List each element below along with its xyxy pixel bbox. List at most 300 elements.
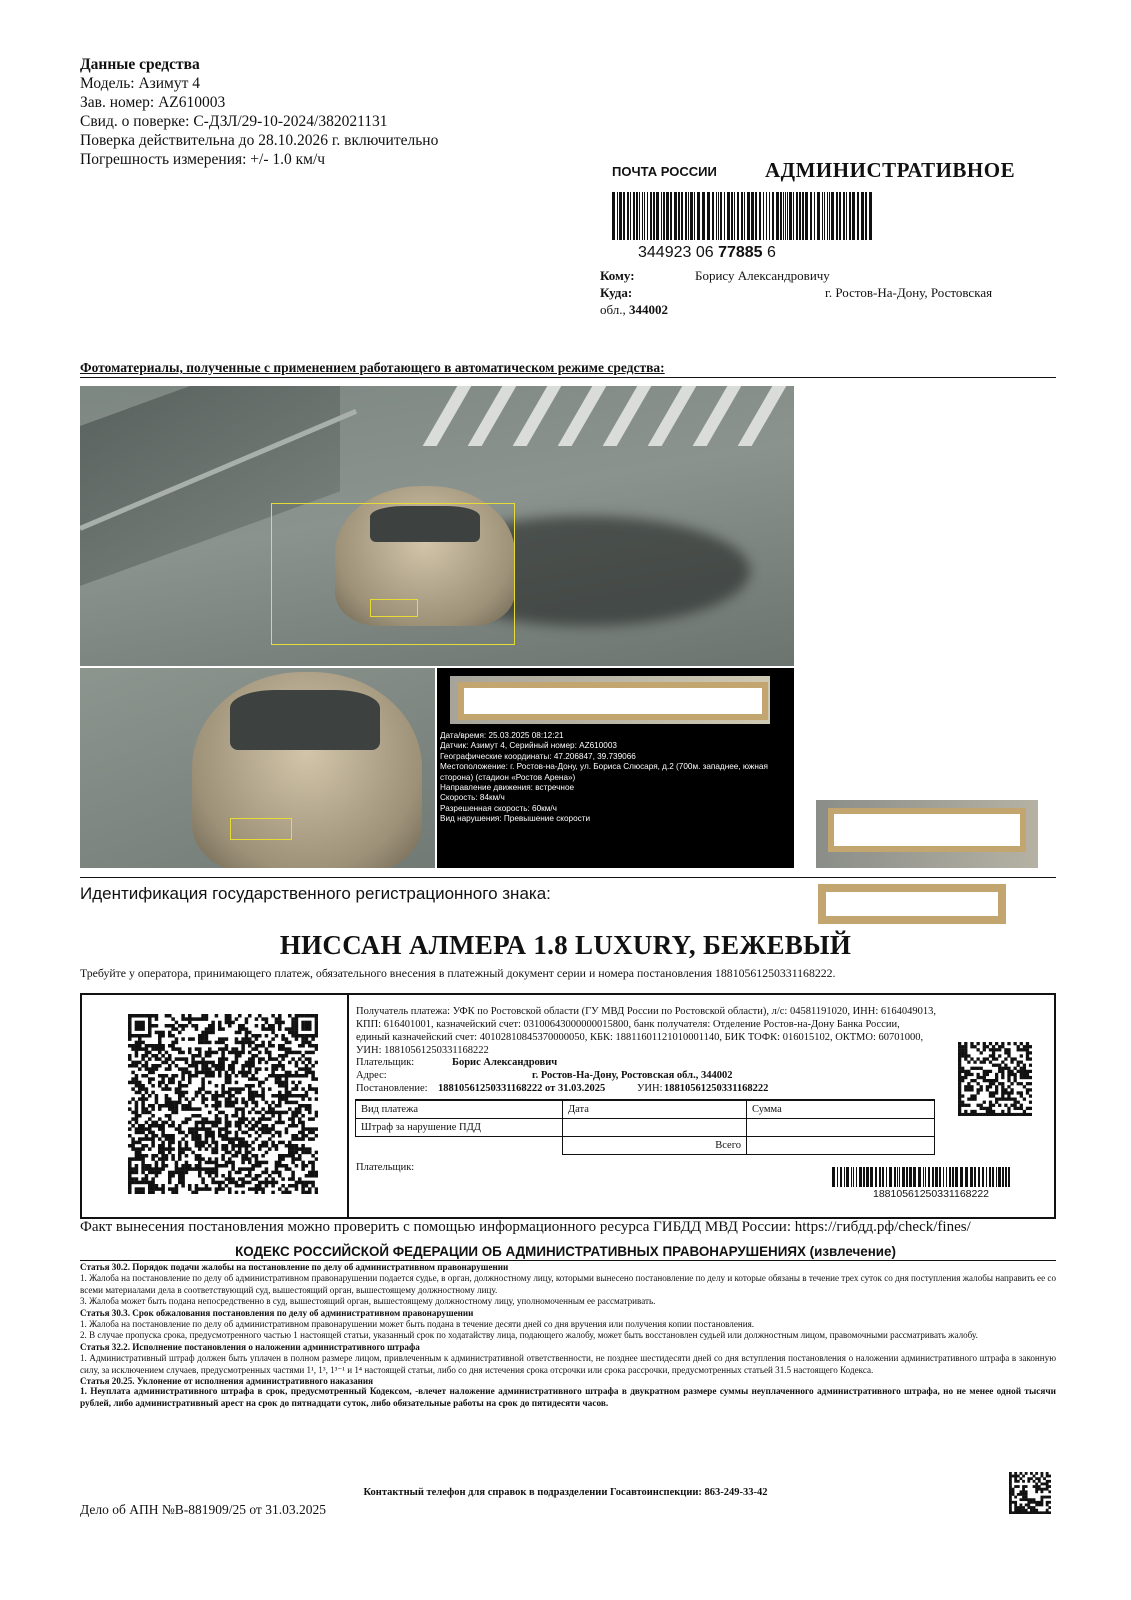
qr-code (128, 1014, 318, 1194)
code-module (255, 1104, 259, 1108)
code-module (135, 1154, 139, 1158)
code-module (218, 1134, 222, 1138)
code-module (205, 1187, 209, 1191)
code-module (171, 1191, 175, 1194)
code-module (1022, 1498, 1025, 1501)
code-module (161, 1151, 165, 1155)
code-module (967, 1061, 970, 1064)
code-module (301, 1097, 305, 1101)
post-name: ПОЧТА РОССИИ (612, 164, 717, 179)
code-module (211, 1104, 215, 1108)
code-module (278, 1157, 282, 1161)
code-module (161, 1131, 165, 1135)
code-module (278, 1174, 282, 1178)
code-module (1012, 1475, 1015, 1478)
code-module (1029, 1057, 1032, 1060)
code-module (148, 1111, 152, 1115)
code-module (201, 1101, 205, 1105)
code-module (138, 1141, 142, 1145)
code-module (1046, 1511, 1049, 1514)
code-module (185, 1017, 189, 1021)
code-module (205, 1171, 209, 1175)
code-module (241, 1051, 245, 1055)
code-module (271, 1171, 275, 1175)
code-module (1030, 1506, 1033, 1509)
code-module (141, 1181, 145, 1185)
code-module (161, 1134, 165, 1138)
code-module (315, 1157, 318, 1161)
code-module (231, 1164, 235, 1168)
code-module (255, 1174, 259, 1178)
code-module (208, 1047, 212, 1051)
article-paragraph: 1. Жалоба на постановление по делу об административном правонарушении подается судье, в орган, должностному лицу, которыми вынесено постановление по делу и которые обязаны в течение трех суток со дня поступления жалобы направить ее со всеми материалами дела в соответствующий суд, вышестоящий орган, вышестоящему должностному лицу. (80, 1273, 1056, 1295)
code-module (308, 1051, 312, 1055)
code-module (188, 1184, 192, 1188)
code-module (205, 1031, 209, 1035)
code-module (171, 1027, 175, 1031)
code-module (155, 1164, 159, 1168)
code-module (308, 1024, 312, 1028)
article-title: Статья 32.2. Исполнение постановления о наложении административного штрафа (80, 1341, 420, 1352)
code-module (973, 1045, 976, 1048)
code-module (271, 1144, 275, 1148)
code-module (1035, 1501, 1038, 1504)
code-module (131, 1171, 135, 1175)
code-module (205, 1017, 209, 1021)
code-module (128, 1171, 132, 1175)
barcode-bar (918, 1167, 921, 1187)
article-title: Статья 30.2. Порядок подачи жалобы на постановление по делу об административном правонарушении (80, 1262, 509, 1272)
code-module (268, 1137, 272, 1141)
code-module (980, 1051, 983, 1054)
code-module (308, 1087, 312, 1091)
code-module (1012, 1501, 1015, 1504)
code-module (305, 1147, 309, 1151)
code-module (241, 1087, 245, 1091)
code-module (201, 1157, 205, 1161)
code-module (131, 1071, 135, 1075)
code-module (1046, 1472, 1049, 1475)
code-module (251, 1034, 255, 1038)
code-module (201, 1081, 205, 1085)
code-module (245, 1021, 249, 1025)
code-module (151, 1134, 155, 1138)
code-module (958, 1088, 961, 1091)
code-module (181, 1094, 185, 1098)
code-module (998, 1104, 1001, 1107)
code-module (251, 1097, 255, 1101)
overlay-line: Географические координаты: 47.206847, 39.739066 (440, 751, 636, 761)
barcode-bar (619, 192, 622, 240)
code-module (1012, 1490, 1015, 1493)
code-module (1023, 1073, 1026, 1076)
code-module (1025, 1490, 1028, 1493)
code-module (218, 1027, 222, 1031)
code-module (205, 1121, 209, 1125)
crosswalk-stripe (738, 386, 787, 446)
code-module (175, 1037, 179, 1041)
code-module (138, 1044, 142, 1048)
code-module (291, 1144, 295, 1148)
code-module (181, 1084, 185, 1088)
code-module (261, 1044, 265, 1048)
code-module (311, 1137, 315, 1141)
code-module (265, 1171, 269, 1175)
code-module (181, 1167, 185, 1171)
code-module (251, 1077, 255, 1081)
code-module (185, 1024, 189, 1028)
code-module (245, 1031, 249, 1035)
code-module (201, 1041, 205, 1045)
code-module (228, 1101, 232, 1105)
code-module (281, 1054, 285, 1058)
code-module (301, 1191, 305, 1194)
code-module (191, 1037, 195, 1041)
code-module (967, 1082, 970, 1085)
code-module (145, 1154, 149, 1158)
code-module (275, 1181, 279, 1185)
code-module (995, 1088, 998, 1091)
code-module (278, 1014, 282, 1018)
code-module (278, 1161, 282, 1165)
code-module (298, 1121, 302, 1125)
code-module (271, 1024, 275, 1028)
code-module (1014, 1509, 1017, 1512)
code-module (967, 1085, 970, 1088)
code-module (301, 1187, 305, 1191)
code-module (311, 1131, 315, 1135)
payer-signature-label: Плательщик: (356, 1162, 415, 1173)
overlay-line: Направление движения: встречное (440, 783, 575, 793)
code-module (1046, 1501, 1049, 1504)
code-module (305, 1184, 309, 1188)
code-module (258, 1051, 262, 1055)
code-module (298, 1014, 302, 1018)
code-module (208, 1041, 212, 1045)
code-module (155, 1054, 159, 1058)
barcode-bar (955, 1167, 958, 1187)
code-module (1046, 1509, 1049, 1512)
code-module (1020, 1104, 1023, 1107)
barcode-bar (780, 192, 782, 240)
code-module (298, 1081, 302, 1085)
code-module (992, 1091, 995, 1094)
code-module (973, 1067, 976, 1070)
code-module (235, 1151, 239, 1155)
code-module (308, 1187, 312, 1191)
code-module (188, 1051, 192, 1055)
code-module (185, 1121, 189, 1125)
code-module (1046, 1475, 1049, 1478)
code-module (165, 1104, 169, 1108)
code-module (973, 1079, 976, 1082)
code-module (165, 1137, 169, 1141)
code-module (958, 1064, 961, 1067)
code-module (218, 1181, 222, 1185)
code-module (295, 1181, 299, 1185)
code-module (221, 1027, 225, 1031)
code-module (261, 1041, 265, 1045)
code-module (973, 1098, 976, 1101)
code-module (161, 1077, 165, 1081)
code-module (261, 1017, 265, 1021)
code-module (301, 1151, 305, 1155)
code-module (1030, 1477, 1033, 1480)
code-module (168, 1014, 172, 1018)
code-module (141, 1124, 145, 1128)
code-module (148, 1051, 152, 1055)
code-module (265, 1027, 269, 1031)
code-module (168, 1077, 172, 1081)
code-module (308, 1021, 312, 1025)
code-module (265, 1167, 269, 1171)
code-module (168, 1171, 172, 1175)
code-module (295, 1187, 299, 1191)
code-module (185, 1164, 189, 1168)
code-module (1027, 1504, 1030, 1507)
code-module (178, 1087, 182, 1091)
barcode-bar (766, 192, 767, 240)
code-module (301, 1161, 305, 1165)
code-module (215, 1067, 219, 1071)
code-module (228, 1124, 232, 1128)
code-module (1001, 1091, 1004, 1094)
code-module (1017, 1082, 1020, 1085)
code-module (225, 1044, 229, 1048)
code-module (1033, 1498, 1036, 1501)
code-module (258, 1121, 262, 1125)
code-module (151, 1104, 155, 1108)
code-module (301, 1137, 305, 1141)
code-module (291, 1034, 295, 1038)
code-module (131, 1141, 135, 1145)
code-module (265, 1051, 269, 1055)
code-module (205, 1147, 209, 1151)
barcode-bar (630, 192, 631, 240)
code-module (1009, 1483, 1012, 1486)
code-module (141, 1154, 145, 1158)
code-module (301, 1121, 305, 1125)
code-module (258, 1187, 262, 1191)
code-module (168, 1031, 172, 1035)
code-module (205, 1034, 209, 1038)
code-module (215, 1114, 219, 1118)
code-module (1046, 1485, 1049, 1488)
where-region: обл., 344002 (600, 302, 669, 317)
code-module (275, 1111, 279, 1115)
code-module (178, 1051, 182, 1055)
code-module (265, 1067, 269, 1071)
code-module (205, 1161, 209, 1165)
code-module (298, 1117, 302, 1121)
code-module (181, 1121, 185, 1125)
code-module (155, 1014, 159, 1018)
code-module (1030, 1511, 1033, 1514)
code-module (138, 1124, 142, 1128)
code-module (128, 1161, 132, 1165)
code-module (135, 1054, 139, 1058)
code-module (155, 1187, 159, 1191)
barcode-bar (889, 1167, 892, 1187)
barcode-bar (783, 192, 784, 240)
code-module (295, 1107, 299, 1111)
code-module (255, 1177, 259, 1181)
plate-box (370, 599, 418, 617)
code-module (265, 1151, 269, 1155)
code-module (205, 1117, 209, 1121)
code-module (983, 1057, 986, 1060)
code-module (205, 1027, 209, 1031)
code-module (225, 1124, 229, 1128)
code-module (251, 1041, 255, 1045)
code-module (141, 1084, 145, 1088)
code-module (291, 1177, 295, 1181)
code-module (1004, 1088, 1007, 1091)
code-module (248, 1144, 252, 1148)
code-module (181, 1014, 185, 1018)
code-module (221, 1084, 225, 1088)
code-module (228, 1181, 232, 1185)
code-module (1026, 1082, 1029, 1085)
code-module (201, 1124, 205, 1128)
code-module (168, 1147, 172, 1151)
code-module (995, 1076, 998, 1079)
code-module (181, 1104, 185, 1108)
code-module (128, 1127, 132, 1131)
code-module (295, 1071, 299, 1075)
code-module (145, 1167, 149, 1171)
code-module (1033, 1506, 1036, 1509)
code-module (278, 1027, 282, 1031)
code-module (973, 1094, 976, 1097)
code-module (208, 1051, 212, 1055)
code-module (225, 1047, 229, 1051)
code-module (218, 1117, 222, 1121)
code-module (1020, 1498, 1023, 1501)
code-module (185, 1167, 189, 1171)
code-module (225, 1037, 229, 1041)
code-module (1017, 1101, 1020, 1104)
table-header-date: Дата (563, 1100, 747, 1118)
code-module (964, 1048, 967, 1051)
code-module (964, 1070, 967, 1073)
code-module (185, 1071, 189, 1075)
code-module (970, 1098, 973, 1101)
code-module (201, 1144, 205, 1148)
code-module (992, 1082, 995, 1085)
code-module (148, 1017, 152, 1021)
table-cell-date (563, 1118, 747, 1136)
code-module (128, 1177, 132, 1181)
code-module (285, 1191, 289, 1194)
code-module (221, 1091, 225, 1095)
code-module (998, 1067, 1001, 1070)
code-module (141, 1167, 145, 1171)
code-module (1038, 1485, 1041, 1488)
code-module (161, 1124, 165, 1128)
code-module (298, 1034, 302, 1038)
code-module (281, 1037, 285, 1041)
code-module (1014, 1101, 1017, 1104)
code-module (278, 1061, 282, 1065)
code-module (977, 1042, 980, 1045)
crosswalk-stripe (468, 386, 517, 446)
code-module (271, 1094, 275, 1098)
code-module (308, 1041, 312, 1045)
code-module (1014, 1475, 1017, 1478)
code-module (261, 1191, 265, 1194)
code-module (285, 1081, 289, 1085)
code-module (168, 1087, 172, 1091)
code-module (155, 1057, 159, 1061)
code-module (281, 1164, 285, 1168)
code-module (255, 1091, 259, 1095)
code-module (261, 1181, 265, 1185)
barcode-bar (989, 1167, 991, 1187)
code-module (181, 1184, 185, 1188)
code-module (145, 1074, 149, 1078)
code-module (131, 1047, 135, 1051)
code-module (311, 1127, 315, 1131)
code-module (958, 1045, 961, 1048)
code-module (305, 1057, 309, 1061)
divider (347, 993, 349, 1219)
code-module (288, 1094, 292, 1098)
code-module (295, 1137, 299, 1141)
code-module (171, 1147, 175, 1151)
code-module (208, 1171, 212, 1175)
code-module (161, 1147, 165, 1151)
code-module (1007, 1113, 1010, 1116)
code-module (315, 1077, 318, 1081)
barcode-bar (694, 192, 695, 240)
code-module (964, 1088, 967, 1091)
code-module (228, 1064, 232, 1068)
code-module (135, 1131, 139, 1135)
barcode-bar (612, 192, 615, 240)
code-module (958, 1082, 961, 1085)
code-module (255, 1137, 259, 1141)
code-module (1043, 1483, 1046, 1486)
barcode-bar (805, 192, 808, 240)
barcode-bar (829, 192, 830, 240)
code-module (961, 1054, 964, 1057)
code-module (205, 1091, 209, 1095)
code-module (188, 1081, 192, 1085)
code-module (128, 1031, 132, 1035)
code-module (138, 1024, 142, 1028)
code-module (285, 1077, 289, 1081)
code-module (218, 1041, 222, 1045)
code-module (235, 1054, 239, 1058)
code-module (995, 1057, 998, 1060)
code-module (301, 1167, 305, 1171)
code-module (198, 1164, 202, 1168)
code-module (158, 1144, 162, 1148)
code-module (175, 1021, 179, 1025)
code-module (128, 1024, 132, 1028)
code-module (980, 1067, 983, 1070)
code-module (977, 1076, 980, 1079)
code-module (201, 1014, 205, 1018)
code-module (275, 1057, 279, 1061)
code-module (198, 1157, 202, 1161)
code-module (178, 1047, 182, 1051)
code-module (1048, 1496, 1051, 1499)
code-module (158, 1041, 162, 1045)
code-module (977, 1048, 980, 1051)
code-module (138, 1114, 142, 1118)
